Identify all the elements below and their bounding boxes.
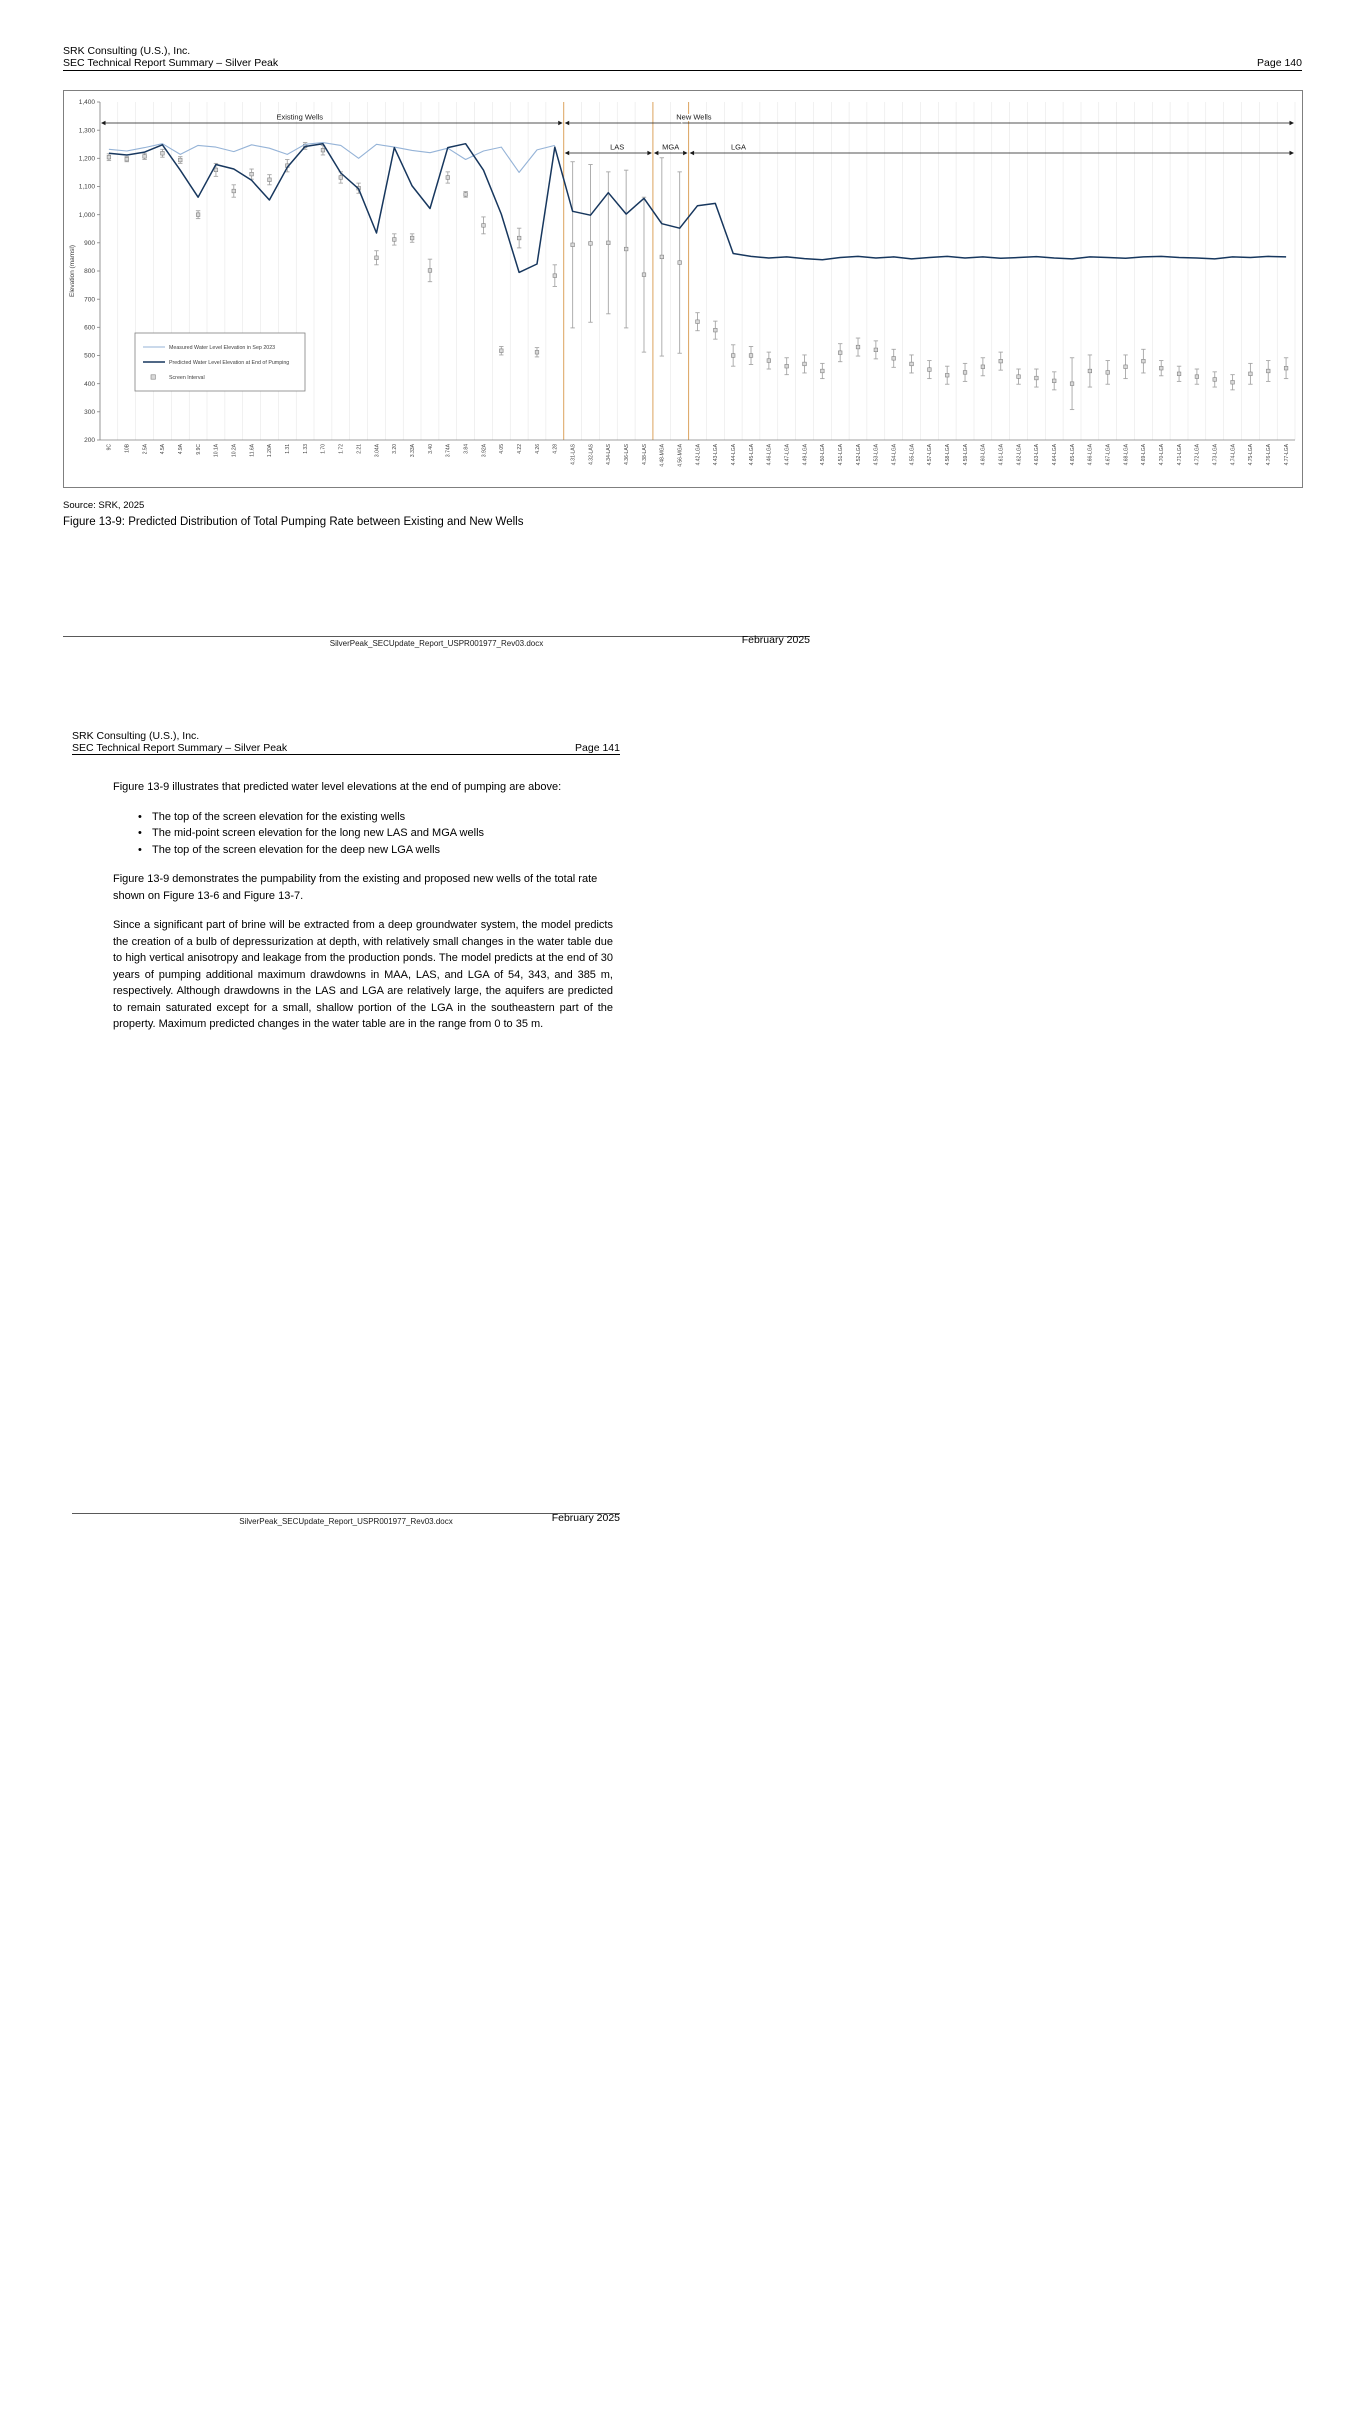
svg-text:1.33: 1.33: [302, 444, 309, 454]
svg-text:9.9C: 9.9C: [195, 444, 202, 455]
svg-text:2.5A: 2.5A: [142, 444, 149, 455]
svg-text:4.70-LGA: 4.70-LGA: [1159, 444, 1165, 466]
bullet-text: The top of the screen elevation for the deep new LGA wells: [152, 843, 441, 856]
svg-text:1.20A: 1.20A: [267, 444, 274, 458]
footer-filename: SilverPeak_SECUpdate_Report_USPR001977_Rev03.docx: [329, 639, 544, 648]
body-text: [113, 779, 613, 1046]
svg-text:3.20: 3.20: [392, 444, 399, 454]
bullet-text: The top of the screen elevation for the existing wells: [152, 810, 406, 823]
svg-text:4.34-LAS: 4.34-LAS: [606, 444, 613, 465]
svg-text:1,300: 1,300: [78, 127, 95, 135]
svg-text:3.84: 3.84: [463, 444, 470, 454]
svg-text:4.38-LAS: 4.38-LAS: [641, 444, 648, 465]
svg-text:4.22: 4.22: [516, 444, 523, 454]
svg-text:900: 900: [84, 240, 95, 247]
footer-date: February 2025: [741, 634, 810, 646]
page-number: Page 140: [1257, 57, 1302, 69]
svg-text:10.2A: 10.2A: [231, 444, 238, 458]
list-item: [113, 842, 613, 859]
bullet-icon: •: [138, 843, 142, 856]
svg-text:4.56-MGA: 4.56-MGA: [677, 444, 684, 467]
svg-text:200: 200: [84, 437, 95, 445]
svg-text:10.1A: 10.1A: [213, 444, 220, 458]
svg-text:4.76-LGA: 4.76-LGA: [1266, 444, 1272, 466]
svg-text:4.74-LGA: 4.74-LGA: [1230, 444, 1237, 466]
bullet-list: [113, 809, 613, 859]
bullet-icon: •: [138, 827, 142, 839]
svg-text:500: 500: [84, 352, 95, 360]
svg-text:4.45-LGA: 4.45-LGA: [748, 444, 755, 466]
svg-text:2.21: 2.21: [356, 444, 363, 454]
svg-text:4.62-LGA: 4.62-LGA: [1016, 444, 1023, 466]
intro-paragraph: Figure 13-9 illustrates that predicted water level elevations at the end of pumping are above:: [113, 781, 562, 793]
svg-text:4.26: 4.26: [534, 444, 541, 454]
svg-text:4.60-LGA: 4.60-LGA: [980, 444, 987, 466]
company-name: SRK Consulting (U.S.), Inc.: [72, 730, 200, 742]
svg-text:Measured Water Level Elevation: Measured Water Level Elevation in Sep 2023: [169, 345, 276, 351]
svg-text:3.74A: 3.74A: [445, 444, 452, 458]
source-note: Source: SRK, 2025: [63, 500, 145, 511]
company-name: SRK Consulting (U.S.), Inc.: [63, 45, 191, 57]
bullet-text: The mid-point screen elevation for the long new LAS and MGA wells: [152, 827, 485, 839]
svg-text:LAS: LAS: [610, 142, 625, 152]
svg-text:Screen Interval: Screen Interval: [169, 375, 205, 381]
svg-text:4.66-LGA: 4.66-LGA: [1087, 444, 1094, 466]
svg-text:4.9A: 4.9A: [178, 444, 185, 455]
svg-text:400: 400: [84, 380, 95, 388]
svg-text:11.6A: 11.6A: [249, 444, 256, 457]
svg-text:3.92A: 3.92A: [481, 444, 488, 458]
svg-text:4.61-LGA: 4.61-LGA: [998, 444, 1005, 466]
bullet-icon: •: [138, 810, 142, 823]
svg-text:4.64-LGA: 4.64-LGA: [1052, 444, 1058, 466]
svg-text:4.58-LGA: 4.58-LGA: [945, 444, 951, 466]
svg-text:4.57-LGA: 4.57-LGA: [927, 444, 934, 466]
svg-text:4.5A: 4.5A: [160, 444, 167, 455]
svg-text:4.46-LGA: 4.46-LGA: [766, 444, 773, 466]
svg-text:800: 800: [84, 268, 95, 276]
svg-text:4.50-LGA: 4.50-LGA: [820, 444, 827, 466]
report-title: SEC Technical Report Summary – Silver Peak: [72, 742, 288, 754]
svg-text:3.33A: 3.33A: [409, 444, 416, 458]
page-number: Page 141: [575, 742, 620, 754]
svg-text:1,100: 1,100: [78, 183, 95, 191]
svg-text:Elevation (mamsl): Elevation (mamsl): [69, 244, 76, 298]
svg-text:9C: 9C: [106, 444, 113, 451]
svg-text:4.44-LGA: 4.44-LGA: [731, 444, 737, 466]
svg-text:4.43-LGA: 4.43-LGA: [713, 444, 720, 466]
svg-text:3.40: 3.40: [427, 444, 434, 454]
paragraph: Figure 13-9 demonstrates the pumpability from the existing and proposed new wells of the total rate shown on Figure 13-6 and Figure 13-7.: [113, 873, 598, 902]
svg-text:4.55-LGA: 4.55-LGA: [909, 444, 916, 466]
svg-text:4.73-LGA: 4.73-LGA: [1212, 444, 1219, 466]
svg-text:4.52-LGA: 4.52-LGA: [855, 444, 862, 466]
svg-text:New Wells: New Wells: [676, 112, 712, 122]
svg-text:300: 300: [84, 409, 95, 416]
figure-13-9-chart: [63, 90, 1303, 488]
svg-text:4.72-LGA: 4.72-LGA: [1194, 444, 1201, 466]
svg-text:4.47-LGA: 4.47-LGA: [784, 444, 791, 466]
header-rule: [72, 754, 620, 755]
svg-text:4.75-LGA: 4.75-LGA: [1248, 444, 1255, 466]
svg-text:4.53-LGA: 4.53-LGA: [873, 444, 880, 466]
svg-text:4.28: 4.28: [552, 444, 559, 454]
svg-text:10B: 10B: [124, 444, 131, 453]
svg-text:4.67-LGA: 4.67-LGA: [1105, 444, 1112, 466]
svg-text:1.72: 1.72: [338, 444, 345, 454]
svg-text:4.32-LAS: 4.32-LAS: [588, 444, 595, 465]
svg-text:4.63-LGA: 4.63-LGA: [1034, 444, 1041, 466]
svg-text:1,000: 1,000: [78, 211, 95, 219]
svg-text:600: 600: [84, 324, 95, 332]
header-rule: [63, 70, 1302, 71]
list-item: [113, 825, 613, 842]
svg-text:4.59-LGA: 4.59-LGA: [962, 444, 969, 466]
svg-text:4.05: 4.05: [499, 444, 506, 454]
footer-date: February 2025: [551, 1512, 620, 1524]
svg-text:Predicted Water Level Elevatio: Predicted Water Level Elevation at End of Pumping: [169, 360, 290, 366]
svg-text:Existing Wells: Existing Wells: [276, 112, 324, 122]
svg-text:4.65-LGA: 4.65-LGA: [1069, 444, 1076, 466]
svg-text:3.04A: 3.04A: [374, 444, 381, 458]
svg-text:LGA: LGA: [730, 142, 747, 152]
list-item: [113, 809, 613, 826]
svg-text:4.77-LGA: 4.77-LGA: [1283, 444, 1290, 466]
svg-text:700: 700: [84, 296, 95, 304]
paragraph: Since a significant part of brine will be extracted from a deep groundwater system, the model predicts the creation of a bulb of depressurization at depth, with relatively small changes in the water table due to high vertical anisotropy and leakage from the production ponds. The model predicts at the end of 30 years of pumping additional maximum drawdowns in MAA, LAS, and LGA of 54, 343, and 385 m, respectively. Although drawdowns in the LAS and LGA are relatively large, the aquifers are predicted to remain saturated except for a small, shallow portion of the LGA in the southeastern part of the property. Maximum predicted changes in the water table are in the range from 0 to 35 m.: [113, 919, 613, 1030]
svg-text:4.42-LGA: 4.42-LGA: [695, 444, 702, 466]
svg-text:4.54-LGA: 4.54-LGA: [891, 444, 898, 466]
svg-text:4.71-LGA: 4.71-LGA: [1176, 444, 1183, 466]
svg-text:1,200: 1,200: [78, 155, 95, 163]
svg-text:1.31: 1.31: [285, 444, 292, 454]
svg-text:4.49-LGA: 4.49-LGA: [802, 444, 809, 466]
pumping-chart-svg: [63, 90, 1303, 488]
svg-text:1.70: 1.70: [320, 444, 327, 454]
svg-text:1,400: 1,400: [78, 99, 95, 107]
svg-text:4.36-LAS: 4.36-LAS: [624, 444, 630, 465]
svg-text:4.31-LAS: 4.31-LAS: [570, 444, 577, 465]
svg-text:MGA: MGA: [662, 142, 680, 152]
figure-caption: Figure 13-9: Predicted Distribution of Total Pumping Rate between Existing and New Wells: [63, 516, 524, 528]
svg-text:4.51-LGA: 4.51-LGA: [838, 444, 844, 466]
svg-text:4.69-LGA: 4.69-LGA: [1141, 444, 1148, 466]
svg-text:4.68-LGA: 4.68-LGA: [1123, 444, 1130, 466]
svg-text:4.48-MGA: 4.48-MGA: [659, 444, 666, 467]
report-title: SEC Technical Report Summary – Silver Peak: [63, 57, 279, 69]
footer-filename: SilverPeak_SECUpdate_Report_USPR001977_Rev03.docx: [239, 1517, 453, 1526]
